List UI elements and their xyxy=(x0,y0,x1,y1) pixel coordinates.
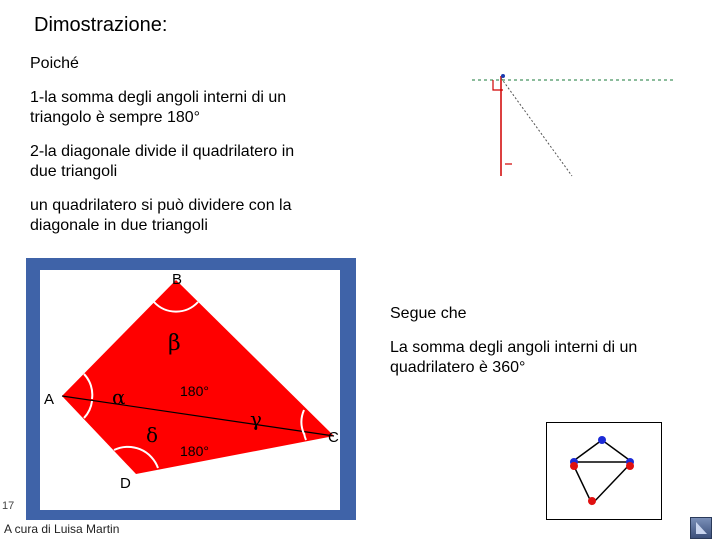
angle-label-beta: β xyxy=(168,331,181,356)
text-point-2-line2: due triangoli xyxy=(30,163,118,180)
vertex-label-b: B xyxy=(172,271,183,288)
text-poiche: Poiché xyxy=(30,55,79,72)
footer-credit: A cura di Luisa Martin xyxy=(4,522,120,536)
parallel-lines-diagram xyxy=(460,68,680,186)
vertex-label-d: D xyxy=(120,475,131,492)
angle-label-gamma: γ xyxy=(250,407,262,431)
sum-label-upper: 180° xyxy=(180,383,209,399)
text-point-2-line1: 2-la diagonale divide il quadrilatero in xyxy=(30,143,295,160)
vertex-label-a: A xyxy=(44,391,55,408)
angle-label-delta: δ xyxy=(146,423,159,447)
text-statement-line1: un quadrilatero si può dividere con la xyxy=(30,197,292,214)
angle-dot-bottom xyxy=(588,497,596,505)
angle-dot-top xyxy=(598,436,606,444)
text-statement-line2: diagonale in due triangoli xyxy=(30,217,208,234)
next-slide-button[interactable] xyxy=(690,517,712,539)
sum-label-lower: 180° xyxy=(180,443,209,459)
conclusion-lead: Segue che xyxy=(390,305,467,322)
page-number: 17 xyxy=(2,500,15,512)
conclusion-line1: La somma degli angoli interni di un xyxy=(390,339,638,356)
angle-dot-right-red xyxy=(626,462,634,470)
vertex-label-c: C xyxy=(328,429,339,446)
angle-dot-left-red xyxy=(570,462,578,470)
conclusion-line2: quadrilatero è 360° xyxy=(390,359,526,376)
text-point-1-line1: 1-la somma degli angoli interni di un xyxy=(30,89,287,106)
vertex-dot xyxy=(501,74,505,78)
text-point-1-line2: triangolo è sempre 180° xyxy=(30,109,201,126)
small-quadrilateral-diagram xyxy=(546,422,662,520)
transversal-line xyxy=(501,78,572,176)
slide-title: Dimostrazione: xyxy=(34,14,168,36)
nav-arrow-icon xyxy=(691,518,711,538)
angle-label-alpha: α xyxy=(112,385,126,409)
quadrilateral-figure xyxy=(26,258,356,520)
